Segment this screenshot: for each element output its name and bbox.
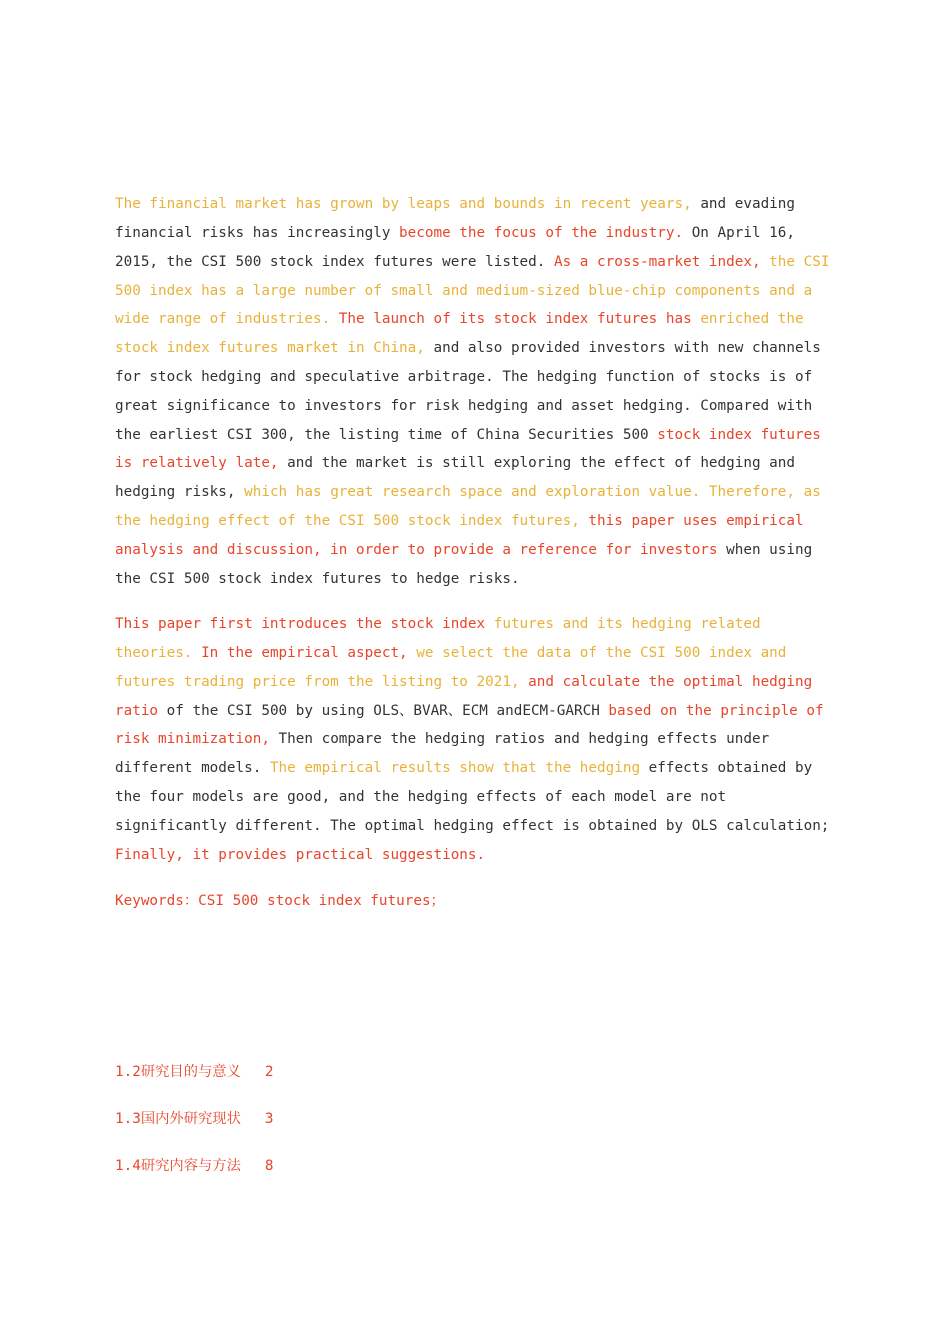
text-segment: and evading financial risks has increasingly — [115, 196, 795, 242]
text-segment: On April 16, 2015, the CSI 500 stock index futures were listed. — [115, 225, 795, 270]
text-segment: As a cross-market index, — [553, 253, 770, 270]
text-segment: the CSI 500 index has a large number of small and medium-sized blue-chip components and a wide range of industries. — [115, 253, 830, 328]
toc-entry-page: 8 — [264, 1158, 274, 1174]
text-segment: based on the principle of risk minimization, — [115, 702, 824, 748]
text-segment: and calculate the optimal hedging ratio — [115, 673, 813, 719]
text-segment: In the empirical aspect, — [201, 645, 417, 662]
text-segment: The financial market has grown by leaps and bounds in recent years, — [115, 196, 701, 213]
toc-entry-title: 1.3国内外研究现状 — [115, 1111, 241, 1127]
text-segment: and the market is still exploring the effect of hedging and hedging risks, — [115, 455, 795, 501]
text-segment: and also provided investors with new channels for stock hedging and speculative arbitrage. The hedging function of stocks is of great significance to investors for risk hedging and asset hedging. Compared with the earliest CSI 300, the listing time of China Securities 500 — [115, 340, 821, 443]
text-segment: effects obtained by the four models are good, and the hedging effects of each model are not significantly different. The optimal hedging effect is obtained by OLS calculation; — [115, 760, 830, 834]
text-segment: Finally, it provides practical suggestions. — [115, 846, 486, 863]
text-segment: futures and its hedging related theories. — [115, 616, 761, 662]
toc-entry-title: 1.2研究目的与意义 — [115, 1064, 241, 1080]
toc-entry-title: 1.4研究内容与方法 — [115, 1158, 241, 1174]
toc-entry[interactable] — [115, 1152, 274, 1180]
text-segment: This paper first introduces the stock index — [115, 616, 494, 633]
toc-entry-page: 3 — [264, 1111, 274, 1127]
toc-entry[interactable] — [115, 1105, 274, 1133]
text-segment: become the focus of the industry. — [399, 225, 692, 242]
toc-entry-page: 2 — [264, 1064, 274, 1080]
keywords-line: Keywords：CSI 500 stock index futures； — [115, 893, 445, 910]
text-segment: of the CSI 500 by using OLS、BVAR、ECM andECM-GARCH — [166, 702, 609, 719]
text-segment: this paper uses empirical analysis and discussion, in order to provide a reference for investors — [115, 513, 804, 558]
text-segment: stock index futures is relatively late, — [115, 426, 821, 472]
text-segment: when using the CSI 500 stock index futures to hedge risks. — [115, 541, 813, 587]
text-segment: we select the data of the CSI 500 index and futures trading price from the listing to 2021, — [115, 645, 787, 690]
text-segment: Then compare the hedging ratios and hedging effects under different models. — [115, 731, 770, 777]
abstract-paragraph-1 — [115, 190, 835, 593]
text-segment: which has great research space and exploration value. Therefore, as the hedging effect of the CSI 500 stock index futures, — [115, 484, 821, 530]
toc-entry[interactable] — [115, 1058, 274, 1086]
text-segment: enriched the stock index futures market in China, — [115, 311, 804, 357]
text-segment: The empirical results show that the hedging — [269, 760, 649, 777]
abstract-paragraph-2 — [115, 610, 835, 869]
text-segment: The launch of its stock index futures has — [338, 311, 701, 328]
